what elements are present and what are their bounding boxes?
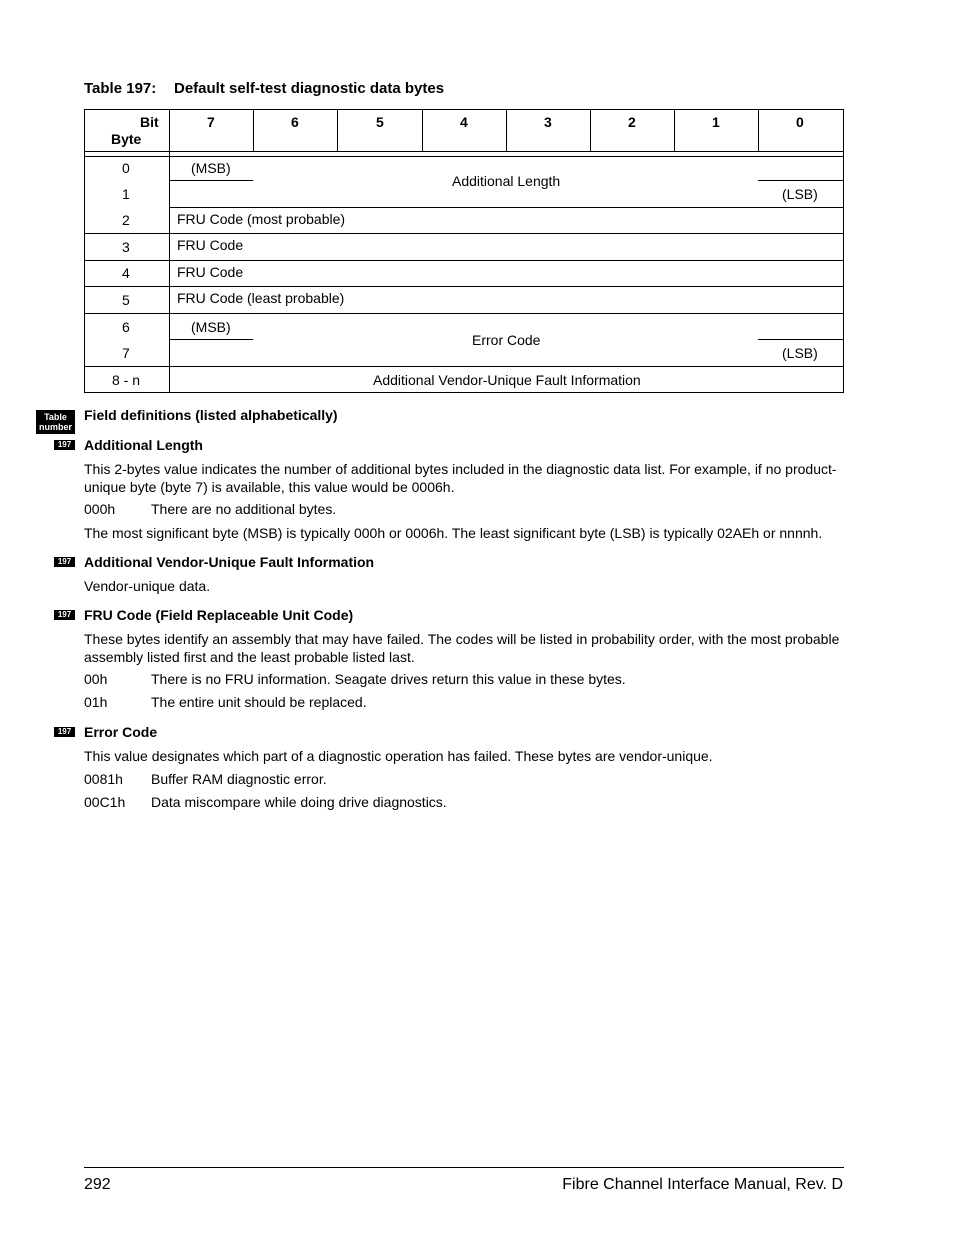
section-paragraph: This value designates which part of a diagnostic operation has failed. These bytes are vendor-unique.	[84, 748, 713, 764]
bit-7-header: 7	[207, 114, 215, 130]
byte-number: 6	[122, 319, 130, 335]
bit-1-header: 1	[712, 114, 720, 130]
value-description: Data miscompare while doing drive diagnostics.	[151, 794, 447, 810]
value-description: There are no additional bytes.	[151, 501, 337, 517]
section-heading-error-code: Error Code	[84, 724, 158, 740]
table-number: Table 197:	[84, 80, 157, 97]
byte-number: 8 - n	[112, 372, 141, 388]
vendor-unique-info-cell: Additional Vendor-Unique Fault Information	[373, 372, 641, 388]
byte-number: 3	[122, 239, 130, 255]
value-code: 000h	[84, 501, 116, 517]
bit-6-header: 6	[291, 114, 299, 130]
bit-5-header: 5	[376, 114, 384, 130]
section-heading-fru-code: FRU Code (Field Replaceable Unit Code)	[84, 607, 354, 623]
bit-3-header: 3	[544, 114, 552, 130]
page-number: 292	[84, 1176, 111, 1193]
additional-length-cell: Additional Length	[452, 173, 561, 189]
error-code-cell: Error Code	[472, 332, 541, 348]
byte-number: 4	[122, 265, 130, 281]
section-paragraph: These bytes identify an assembly that may have failed. The codes will be listed in probability order, with the most probable assembly listed first and the least probable listed last.	[84, 631, 840, 665]
table-title: Default self-test diagnostic data bytes	[174, 80, 445, 97]
fru-code-cell: FRU Code	[177, 237, 244, 253]
byte-number: 2	[122, 212, 130, 228]
value-code: 01h	[84, 694, 108, 710]
bit-header-label: Bit	[140, 114, 159, 130]
section-heading-vendor-unique: Additional Vendor-Unique Fault Information	[84, 554, 375, 570]
footer-rule	[84, 1167, 844, 1168]
lsb-label: (LSB)	[782, 345, 818, 361]
byte-header-label: Byte	[111, 131, 142, 147]
value-description: The entire unit should be replaced.	[151, 694, 367, 710]
value-code: 00C1h	[84, 794, 126, 810]
fru-code-least-probable-cell: FRU Code (least probable)	[177, 290, 345, 306]
value-description: Buffer RAM diagnostic error.	[151, 771, 327, 787]
value-code: 00h	[84, 671, 108, 687]
fru-code-most-probable-cell: FRU Code (most probable)	[177, 211, 346, 227]
msb-label: (MSB)	[191, 319, 231, 335]
table-ref-badge: 197	[54, 610, 75, 620]
bit-0-header: 0	[796, 114, 804, 130]
value-description: There is no FRU information. Seagate drives return this value in these bytes.	[151, 671, 626, 687]
table-ref-badge: 197	[54, 557, 75, 567]
msb-label: (MSB)	[191, 160, 231, 176]
table-ref-badge: 197	[54, 440, 75, 450]
byte-number: 0	[122, 160, 130, 176]
section-paragraph: This 2-bytes value indicates the number of additional bytes included in the diagnostic data list. For example, if no product-unique byte (byte 7) is available, this value would be 0006h.	[84, 461, 837, 495]
bit-2-header: 2	[628, 114, 636, 130]
table-caption	[84, 80, 444, 97]
lsb-label: (LSB)	[782, 186, 818, 202]
table-number-badge: Table number	[36, 410, 75, 434]
byte-number: 5	[122, 292, 130, 308]
byte-number: 1	[122, 186, 130, 202]
fru-code-cell: FRU Code	[177, 264, 244, 280]
section-note: The most significant byte (MSB) is typically 000h or 0006h. The least significant byte (LSB) is typically 02AEh or nnnnh.	[84, 525, 823, 541]
byte-number: 7	[122, 345, 130, 361]
document-title: Fibre Channel Interface Manual, Rev. D	[562, 1176, 843, 1193]
bit-4-header: 4	[460, 114, 468, 130]
value-code: 0081h	[84, 771, 123, 787]
section-paragraph: Vendor-unique data.	[84, 578, 211, 594]
section-heading-additional-length: Additional Length	[84, 437, 203, 453]
table-ref-badge: 197	[54, 727, 75, 737]
field-definitions-heading: Field definitions (listed alphabetically)	[84, 407, 338, 423]
diagnostic-data-table	[84, 109, 844, 393]
